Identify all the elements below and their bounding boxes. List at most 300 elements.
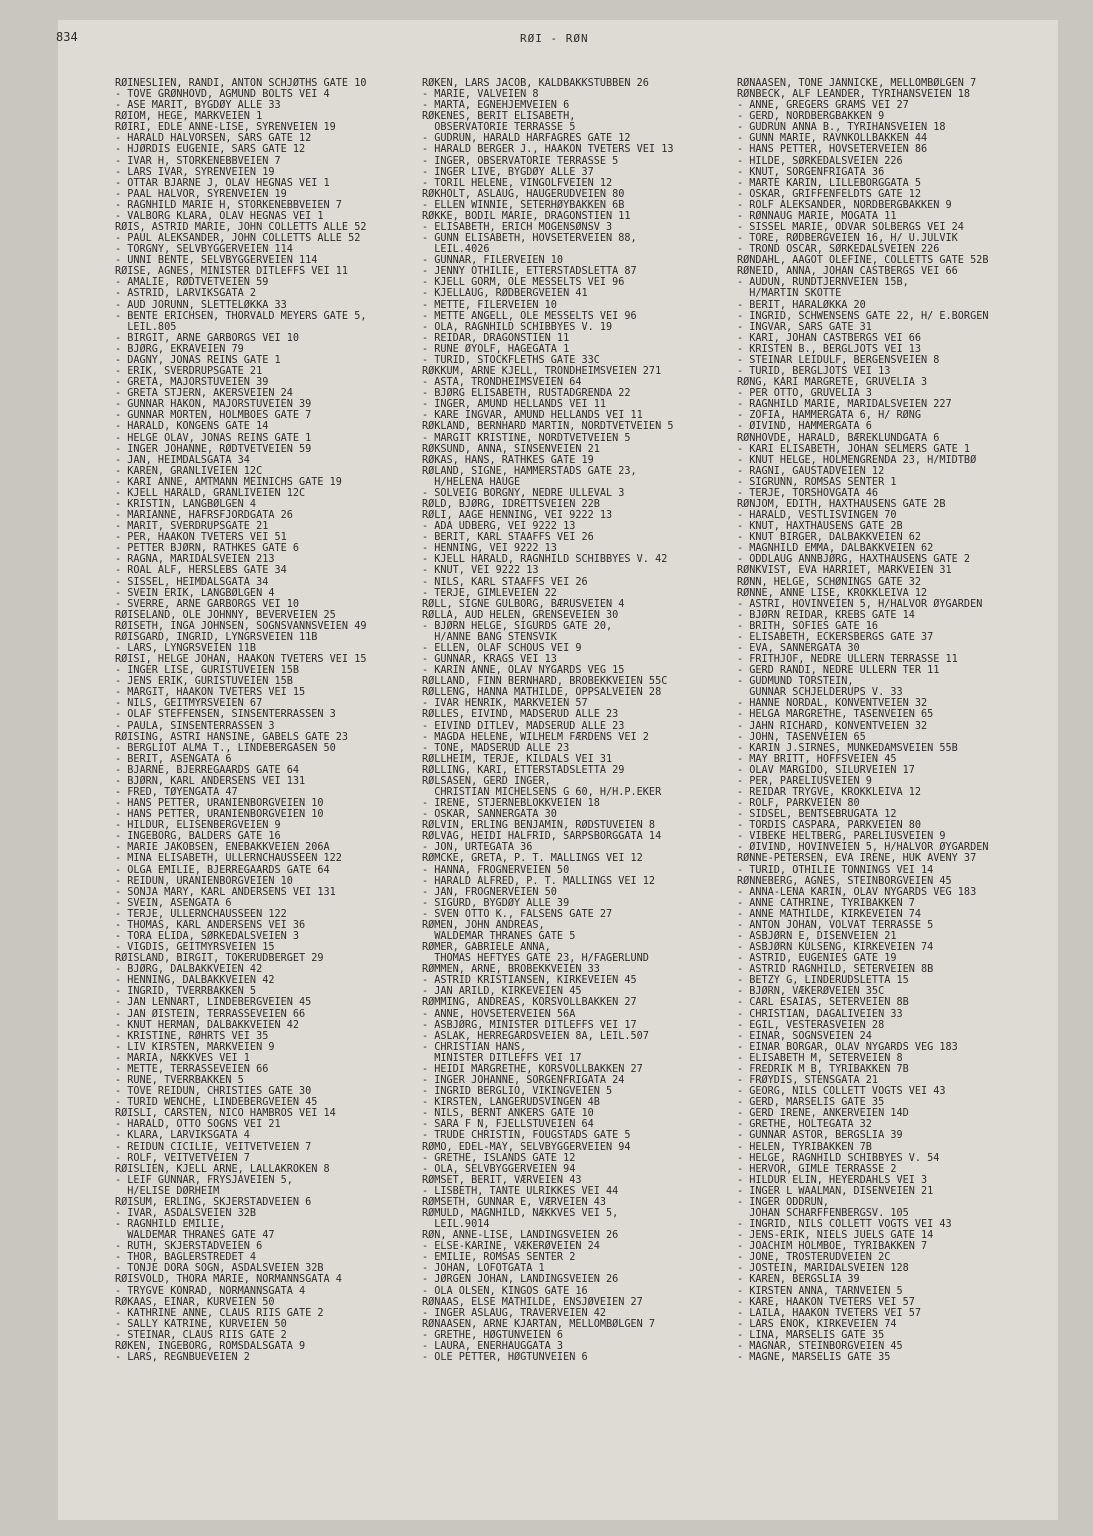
directory-entry: - OLA, RAGNHILD SCHIBBYES V. 19 [422, 321, 613, 333]
directory-entry: RØLLING, KARI, ETTERSTADSLETTA 29 [422, 764, 625, 776]
directory-entry: - ANNE CATHRINE, TYRIBAKKEN 7 [737, 897, 915, 909]
directory-entry: - NILS, KARL STAAFFS VEI 26 [422, 576, 588, 588]
directory-entry: - KATHRINE ANNE, CLAUS RIIS GATE 2 [115, 1307, 324, 1319]
directory-entry: - TRYGVE KONRAD, NORMANNSGATA 4 [115, 1285, 306, 1297]
directory-entry: - REIDUN CICILIE, VEITVETVEIEN 7 [115, 1141, 312, 1153]
directory-entry: - LAURA, ENERHAUGGATA 3 [422, 1340, 564, 1352]
directory-entry: - ODDLAUG ANNBJØRG, HAXTHAUSENS GATE 2 [737, 554, 971, 566]
directory-entry: - BERGLIOT ALMA T., LINDEBERGÅSEN 50 [115, 742, 336, 754]
directory-entry: - OLA, SELVBYGGERVEIEN 94 [422, 1163, 576, 1175]
directory-entry: - BIRGIT, ARNE GARBORGS VEI 10 [115, 332, 300, 344]
directory-entry: - SARA F N, FJELLSTUVEIEN 64 [422, 1119, 594, 1131]
directory-entry: RØLVIN, ERLING BENJAMIN, RØDSTUVEIEN 8 [422, 820, 656, 832]
directory-entry: OBSERVATORIE TERRASSE 5 [422, 122, 576, 134]
directory-entry: - ASTRID KRISTIANSEN, KIRKEVEIEN 45 [422, 975, 637, 987]
directory-entry: LEIL.4026 [422, 244, 490, 256]
directory-entry: - TRUDE CHRISTIN, FOUGSTADS GATE 5 [422, 1130, 631, 1142]
directory-entry: - JENS ERIK, GURISTUVEIEN 15B [115, 676, 293, 688]
directory-entry: - MAGNHILD EMMA, DALBAKKVEIEN 62 [737, 543, 934, 555]
directory-entry: - JAHN RICHARD, KONVENTVEIEN 32 [737, 720, 928, 732]
directory-entry: - KLARA, LARVIKSGATA 4 [115, 1130, 250, 1142]
directory-entry: - HANNA, FROGNERVEIEN 50 [422, 864, 570, 876]
directory-entry: - INGER L WAALMAN, DISENVEIEN 21 [737, 1185, 934, 1197]
directory-entry: - ZOFIA, HAMMERGATA 6, H/ RØNG [737, 410, 922, 422]
directory-entry: - RAGNHILD EMILIE, [115, 1219, 226, 1231]
directory-column-3 [737, 78, 1042, 1363]
directory-entry: - MARTE KARIN, LILLEBORGGATA 5 [737, 177, 922, 189]
directory-entry: - ASBJØRG, MINISTER DITLEFFS VEI 17 [422, 1019, 637, 1031]
directory-entry: - REIDAR, DRAGONSTIEN 11 [422, 332, 570, 344]
directory-entry: RØKSUND, ANNA, SINSENVEIEN 21 [422, 443, 600, 455]
directory-entry: - SONJA MARY, KARL ANDERSENS VEI 131 [115, 886, 336, 898]
directory-entry: - STEINAR, CLAUS RIIS GATE 2 [115, 1329, 287, 1341]
directory-entry: - ÅSE MARIT, BYGDØY ALLE 33 [115, 100, 281, 112]
directory-entry: - GRETHE, HØGTUNVEIEN 6 [422, 1329, 564, 1341]
directory-entry: - JAN ØISTEIN, TERRASSEVEIEN 66 [115, 1008, 306, 1020]
directory-entry: - FRØYDIS, STENSGATA 21 [737, 1075, 879, 1087]
directory-entry: - GRETHE, HOLTEGATA 32 [737, 1119, 872, 1131]
directory-entry: - GERD RANDI, NEDRE ULLERN TER 11 [737, 665, 940, 677]
directory-entry: - SVERRE, ARNE GARBORGS VEI 10 [115, 598, 300, 610]
directory-entry: RØMULD, MAGNHILD, NÆKKVES VEI 5, [422, 1207, 619, 1219]
directory-entry: - ADA UDBERG, VEI 9222 13 [422, 521, 576, 533]
directory-entry: RØNN, HELGE, SCHØNINGS GATE 32 [737, 576, 922, 588]
directory-entry: - BJARNE, BJERREGAARDS GATE 64 [115, 764, 300, 776]
directory-entry: - OLE PETTER, HØGTUNVEIEN 6 [422, 1351, 588, 1363]
directory-entry: RØKKUM, ARNE KJELL, TRONDHEIMSVEIEN 271 [422, 366, 662, 378]
directory-entry: - INGER ODDRUN, [737, 1196, 830, 1208]
directory-entry: - KNUT HERMAN, DALBAKKVEIEN 42 [115, 1019, 300, 1031]
directory-entry: - ANNE, GREGERS GRAMS VEI 27 [737, 100, 909, 112]
directory-entry: - JENS-ERIK, NIELS JUELS GATE 14 [737, 1230, 934, 1242]
directory-entry: - ASLAK, HERREGÅRDSVEIEN 8A, LEIL.507 [422, 1030, 649, 1042]
directory-entry: - METTE, FILERVEIEN 10 [422, 299, 557, 311]
directory-entry: RØLSÅSEN, GERD INGER, [422, 775, 551, 787]
directory-entry: - MARIE JAKOBSEN, ENEBAKKVEIEN 206A [115, 842, 330, 854]
directory-entry: - SALLY KATRINE, KURVEIEN 50 [115, 1318, 287, 1330]
directory-entry: - SIDSEL, BENTSEBRUGATA 12 [737, 809, 897, 821]
directory-entry: - ØIVIND, HOVINVEIEN 5, H/HALVOR ØYGARDEN [737, 842, 989, 854]
directory-entry: RØLVÅG, HEIDI HALFRID, SARPSBORGGATA 14 [422, 831, 662, 843]
directory-entry: - MAGDA HELENE, WILHELM FÆRDENS VEI 2 [422, 731, 649, 743]
directory-entry: - HARALD, KONGENS GATE 14 [115, 421, 269, 433]
directory-entry: - GUNNAR HÅKON, MAJORSTUVEIEN 39 [115, 399, 312, 411]
directory-entry: - INGRID, TVERRBAKKEN 5 [115, 986, 257, 998]
directory-entry: - HILDUR, ELISENBERGVEIEN 9 [115, 820, 281, 832]
directory-entry: - KÅRE, HAAKON TVETERS VEI 57 [737, 1296, 915, 1308]
directory-entry: - GUNNAR ASTOR, BERGSLIA 39 [737, 1130, 903, 1142]
directory-entry: RØLLES, EIVIND, MADSERUD ALLE 23 [422, 709, 619, 721]
directory-entry: - KARI ANNE, AMTMANN MEINICHS GATE 19 [115, 476, 342, 488]
directory-entry: - JOHAN, LOFOTGATA 1 [422, 1263, 545, 1275]
directory-entry: - RUNE, TVERRBAKKEN 5 [115, 1075, 244, 1087]
directory-entry: - MAY BRITT, HOFFSVEIEN 45 [737, 753, 897, 765]
directory-entry: - REIDAR TRYGVE, KROKKLEIVA 12 [737, 787, 922, 798]
directory-entry: RØNAAS, ELSE MATHILDE, ENSJØVEIEN 27 [422, 1296, 643, 1308]
directory-entry: RØNAASEN, ARNE KJARTAN, MELLOMBØLGEN 7 [422, 1318, 656, 1330]
directory-entry: - TORE, RØDBERGVEIEN 16, H/ U.JULVIK [737, 233, 958, 245]
directory-entry: RØNKVIST, EVA HARRIET, MARKVEIEN 31 [737, 565, 952, 577]
directory-entry: - HANS PETTER, HOVSETERVEIEN 86 [737, 144, 928, 156]
directory-entry: RØLLAND, FINN BERNHARD, BROBEKKVEIEN 55C [422, 676, 668, 688]
page-number: 834 [56, 30, 78, 44]
directory-entry: - KIRSTEN, LANGERUDSVINGEN 4B [422, 1097, 600, 1109]
directory-entry: - TORA ELIDA, SØRKEDALSVEIEN 3 [115, 931, 300, 943]
directory-entry: - SIGURD, BYGDØY ALLE 39 [422, 897, 570, 909]
directory-entry: - PER, HAAKON TVETERS VEI 51 [115, 532, 287, 544]
directory-entry: - EIVIND DITLEV, MADSERUD ALLE 23 [422, 720, 625, 732]
directory-entry: - JAN, FROGNERVEIEN 50 [422, 886, 557, 898]
directory-entry: - LARS, LYNGRSVEIEN 11B [115, 642, 257, 654]
directory-entry: - TOVE REIDUN, CHRISTIES GATE 30 [115, 1086, 312, 1098]
directory-entry: - MARGIT KRISTINE, NORDTVETVEIEN 5 [422, 432, 631, 444]
directory-entry: - SVEIN, ÅSENGATA 6 [115, 897, 232, 909]
directory-entry: RØNAASEN, TONE JANNICKE, MELLOMBØLGEN 7 [737, 78, 977, 89]
directory-entry: - HANS PETTER, URANIENBORGVEIEN 10 [115, 798, 324, 810]
directory-entry: - ASBJØRN KULSENG, KIRKEVEIEN 74 [737, 942, 934, 954]
directory-entry: - DAGNY, JONAS REINS GATE 1 [115, 354, 281, 366]
directory-entry: - VIGDIS, GEITMYRSVEIEN 15 [115, 942, 275, 954]
directory-entry: H/HELENA HAUGE [422, 476, 521, 488]
directory-entry: - IRENE, STJERNEBLOKKVEIEN 18 [422, 798, 600, 810]
directory-entry: - ERIK, SVERDRUPSGATE 21 [115, 366, 263, 378]
directory-entry: - GUNNAR, KRAGS VEI 13 [422, 654, 557, 666]
directory-entry: - TOVE GRØNHOVD, AGMUND BOLTS VEI 4 [115, 89, 330, 101]
directory-entry: - JOSTEIN, MARIDALSVEIEN 128 [737, 1263, 909, 1275]
directory-entry: - INGER, AMUND HELLANDS VEI 11 [422, 399, 607, 411]
directory-entry: - PER, PARELIUSVEIEN 9 [737, 775, 872, 787]
directory-entry: RØNEID, ANNA, JOHAN CASTBERGS VEI 66 [737, 266, 958, 278]
directory-entry: RØKKE, BODIL MARIE, DRAGONSTIEN 11 [422, 210, 631, 222]
directory-entry: - ROAL ALF, HERSLEBS GATE 34 [115, 565, 287, 577]
directory-entry: - HELGE OLAV, JONAS REINS GATE 1 [115, 432, 312, 444]
directory-entry: - REIDUN, URANIENBORGVEIEN 10 [115, 875, 293, 887]
directory-entry: - GERD, MARSELIS GATE 35 [737, 1097, 885, 1109]
directory-entry: - AUDUN, RUNDTJERNVEIEN 15B, [737, 277, 909, 289]
directory-entry: - KJELLAUG, RØDBERGVEIEN 41 [422, 288, 588, 300]
directory-entry: - ØIVIND, HAMMERGATA 6 [737, 421, 872, 433]
directory-entry: - NILS, BERNT ANKERS GATE 10 [422, 1108, 594, 1120]
directory-entry: RØNG, KARI MARGRETE, GRUVELIA 3 [737, 377, 928, 389]
directory-entry: - JOHN, TÅSENVEIEN 65 [737, 731, 866, 743]
directory-entry: - GUDMUND TORSTEIN, [737, 676, 854, 688]
directory-entry: RØKEN, LARS JACOB, KALDBAKKSTUBBEN 26 [422, 78, 649, 89]
directory-entry: RØMEN, JOHN ANDREAS, [422, 919, 545, 931]
directory-entry: - KARIN J.SIRNES, MUNKEDAMSVEIEN 55B [737, 742, 958, 754]
directory-entry: - BENTE ERICHSEN, THORVALD MEYERS GATE 5, [115, 310, 367, 322]
directory-entry: - TROND OSCAR, SØRKEDALSVEIEN 226 [737, 244, 940, 256]
directory-entry: - SIGRUNN, ROMSÅS SENTER 1 [737, 476, 897, 488]
directory-entry: - EGIL, VESTERÅSVEIEN 28 [737, 1019, 885, 1031]
directory-entry: - THOMAS, KARL ANDERSENS VEI 36 [115, 919, 306, 931]
directory-entry: - OSKAR, GRIFFENFELDTS GATE 12 [737, 188, 922, 200]
directory-entry: H/ANNE BANG STENSVIK [422, 631, 557, 643]
directory-entry: - HENNING, VEI 9222 13 [422, 543, 557, 555]
directory-entry: RØLD, BJØRG, IDRETTSVEIEN 22B [422, 498, 600, 510]
directory-entry: - ELLEN WINNIE, SETERHØYBAKKEN 6B [422, 199, 625, 211]
directory-entry: - ELISABETH, ERICH MOGENSØNSV 3 [422, 222, 613, 234]
directory-entry: - TERJE, ULLERNCHAUSSEEN 122 [115, 908, 287, 920]
directory-entry: RØKAAS, EINAR, KURVEIEN 50 [115, 1296, 275, 1308]
directory-entry: - EVA, SANNERGATA 30 [737, 642, 860, 654]
directory-entry: - TURID WENCHE, LINDEBERGVEIEN 45 [115, 1097, 318, 1109]
directory-entry: - KARI ELISABETH, JOHAN SELMERS GATE 1 [737, 443, 971, 455]
directory-entry: RØLL, SIGNE GULBORG, BÆRUSVEIEN 4 [422, 598, 625, 610]
directory-entry: - SOLVEIG BORGNY, NEDRE ULLEVÅL 3 [422, 487, 625, 499]
directory-entry: - SISSEL, HEIMDALSGATA 34 [115, 576, 269, 588]
directory-entry: - HELGE, RAGNHILD SCHIBBYES V. 54 [737, 1152, 940, 1164]
directory-entry: RØISETH, INGA JOHNSEN, SOGNSVANNSVEIEN 49 [115, 620, 367, 632]
directory-entry: - INGRID, SCHWENSENS GATE 22, H/ E.BORGEN [737, 310, 989, 322]
directory-entry: - KAREN, GRANLIVEIEN 12C [115, 465, 263, 477]
directory-entry: - VIBEKE HELTBERG, PARELIUSVEIEN 9 [737, 831, 946, 843]
directory-entry: - IVAR, ÅSDALSVEIEN 32B [115, 1207, 257, 1219]
directory-entry: - RAGNI, GAUSTADVEIEN 12 [737, 465, 885, 477]
directory-entry: - ELSE-KARINE, VÆKERØVEIEN 24 [422, 1241, 600, 1253]
directory-entry: - PAUL ALEKSANDER, JOHN COLLETTS ALLE 52 [115, 233, 361, 245]
directory-entry: - BJØRN, KARL ANDERSENS VEI 131 [115, 775, 306, 787]
directory-entry: - RØNNAUG MARIE, MOGATA 11 [737, 210, 897, 222]
directory-entry: - MINA ELISABETH, ULLERNCHAUSSEEN 122 [115, 853, 342, 865]
directory-entry: - RAGNA, MARIDALSVEIEN 213 [115, 554, 275, 566]
directory-entry: - IVAR HENRIK, MARKVEIEN 57 [422, 698, 588, 710]
directory-entry: - OLA OLSEN, KINGOS GATE 16 [422, 1285, 588, 1297]
directory-entry: LEIL.805 [115, 321, 177, 333]
directory-entry: - LEIF GUNNAR, FRYSJAVEIEN 5, [115, 1174, 293, 1186]
directory-entry: - EMILIE, ROMSÅS SENTER 2 [422, 1252, 576, 1264]
directory-entry: - KJELL GORM, OLE MESSELTS VEI 96 [422, 277, 625, 289]
directory-entry: - ASTRID, LARVIKSGATA 2 [115, 288, 257, 300]
directory-entry: - KARIN ANNE, OLAV NYGARDS VEG 15 [422, 665, 625, 677]
directory-entry: - IVAR H, STORKENEBBVEIEN 7 [115, 155, 281, 167]
directory-entry: - TONE, MADSERUD ALLE 23 [422, 742, 570, 754]
directory-entry: - JONE, TROSTERUDVEIEN 2C [737, 1252, 891, 1264]
directory-entry: CHRISTIAN MICHELSENS G 60, H/H.P.EKER [422, 787, 662, 798]
directory-entry: WALDEMAR THRANES GATE 5 [422, 931, 576, 943]
directory-entry: JOHAN SCHARFFENBERGSV. 105 [737, 1207, 909, 1219]
directory-entry: - MAGNE, MARSELIS GATE 35 [737, 1351, 891, 1363]
directory-entry: - STEINAR LEIDULF, BERGENSVEIEN 8 [737, 354, 940, 366]
directory-entry: - HELEN, TYRIBAKKEN 7B [737, 1141, 872, 1153]
directory-entry: - FRITHJOF, NEDRE ULLERN TERRASSE 11 [737, 654, 958, 666]
directory-entry: - HARALD, VESTLISVINGEN 70 [737, 510, 897, 522]
directory-entry: - INGVAR, SARS GATE 31 [737, 321, 872, 333]
directory-entry: - CHRISTIAN HANS, [422, 1041, 527, 1053]
directory-entry: - GUNNAR MORTEN, HOLMBOES GATE 7 [115, 410, 312, 422]
directory-entry: - HERVOR, GIMLE TERRASSE 2 [737, 1163, 897, 1175]
directory-entry: - ASBJØRN E, DISENVEIEN 21 [737, 931, 897, 943]
directory-entry: RØISELAND, OLE JOHNNY, BEVERVEIEN 25 [115, 609, 336, 621]
directory-entry: - MARIANNE, HAFRSFJORDGATA 26 [115, 510, 293, 522]
directory-column-2 [422, 78, 727, 1363]
directory-entry: - ANNE, HOVSETERVEIEN 56A [422, 1008, 576, 1020]
directory-entry: RØMSET, BERIT, VÆRVEIEN 43 [422, 1174, 582, 1186]
directory-entry: - PER OTTO, GRUVELIA 3 [737, 388, 872, 400]
directory-entry: - KAREN, BERGSLIA 39 [737, 1274, 860, 1286]
directory-entry: - ASTA, TRONDHEIMSVEIEN 64 [422, 377, 582, 389]
directory-entry: - HILDUR ELIN, HEYERDAHLS VEI 3 [737, 1174, 928, 1186]
directory-entry: - EINAR, SOGNSVEIEN 24 [737, 1030, 872, 1042]
directory-entry: - HANNE NORDAL, KONVENTVEIEN 32 [737, 698, 928, 710]
directory-entry: - MARIA, NÆKKVES VEI 1 [115, 1052, 250, 1064]
directory-entry: - BJØRG, DALBAKKVEIEN 42 [115, 964, 263, 976]
directory-entry: RØKÅS, HANS, RATHKES GATE 19 [422, 454, 594, 466]
directory-column-1 [115, 78, 415, 1363]
directory-entry: - ANNE MATHILDE, KIRKEVEIEN 74 [737, 908, 922, 920]
directory-entry: - TORDIS CASPARA, PARKVEIEN 80 [737, 820, 922, 832]
directory-entry: - ANTON JOHAN, VOLVAT TERRASSE 5 [737, 919, 934, 931]
directory-entry: - JAN ARILD, KIRKEVEIEN 45 [422, 986, 582, 998]
directory-entry: H/ELISE DØRHEIM [115, 1185, 220, 1197]
directory-entry: - RAGNHILD MARIE, MARIDALSVEIEN 227 [737, 399, 952, 411]
directory-entry: - LIV KIRSTEN, MARKVEIEN 9 [115, 1041, 275, 1053]
directory-entry: - GRETHE, ISLANDS GATE 12 [422, 1152, 576, 1164]
directory-entry: - KÅRE INGVAR, AMUND HELLANDS VEI 11 [422, 410, 643, 422]
directory-entry: - GUNN MARIE, RAVNKOLLBAKKEN 44 [737, 133, 928, 145]
directory-entry: - BETZY G, LINDERUDSLETTA 15 [737, 975, 909, 987]
directory-entry: - ROLF, PARKVEIEN 80 [737, 798, 860, 810]
directory-entry: - ASTRI, HOVINVEIEN 5, H/HALVOR ØYGARDEN [737, 598, 983, 610]
directory-entry: - NILS, GEITMYRSVEIEN 67 [115, 698, 263, 710]
directory-entry: - JØRGEN JOHAN, LANDINGSVEIEN 26 [422, 1274, 619, 1286]
directory-entry: RØISLI, CARSTEN, NICO HAMBROS VEI 14 [115, 1108, 336, 1120]
directory-entry: RØNNE, ANNE LISE, KROKKLEIVA 12 [737, 587, 928, 599]
directory-entry: - KNUT, SORGENFRIGATA 36 [737, 166, 885, 178]
directory-entry: RØISLIEN, KJELL ARNE, LALLAKROKEN 8 [115, 1163, 330, 1175]
directory-entry: - EINAR BORGAR, OLAV NYGARDS VEG 183 [737, 1041, 958, 1053]
directory-entry: RØISVOLD, THORA MARIE, NORMANNSGATA 4 [115, 1274, 342, 1286]
directory-entry: RØKLAND, BERNHARD MARTIN, NORDTVETVEIEN 5 [422, 421, 674, 433]
directory-entry: - HEIDI MARGRETHE, KORSVOLLBAKKEN 27 [422, 1063, 643, 1075]
directory-entry: - BJØRN, VÆKERØVEIEN 35C [737, 986, 885, 998]
directory-entry: - HARALD ALFRED, P. T. MALLINGS VEI 12 [422, 875, 656, 887]
directory-entry: - INGER, OBSERVATORIE TERRASSE 5 [422, 155, 619, 167]
directory-entry: - BJØRN REIDAR, KREBS GATE 14 [737, 609, 915, 621]
directory-entry: MINISTER DITLEFFS VEI 17 [422, 1052, 582, 1064]
directory-entry: RØLLA, AUD HELEN, GRENSEVEIEN 30 [422, 609, 619, 621]
directory-entry: - INGER JOHANNE, SORGENFRIGATA 24 [422, 1075, 625, 1087]
directory-entry: - ANNA-LENA KARIN, OLAV NYGARDS VEG 183 [737, 886, 977, 898]
directory-entry: - AMALIE, RØDTVETVEIEN 59 [115, 277, 269, 289]
directory-entry: WALDEMAR THRANES GATE 47 [115, 1230, 275, 1242]
directory-entry: - TERJE, GIMLEVEIEN 22 [422, 587, 557, 599]
directory-entry: - KJELL HARALD, GRANLIVEIEN 12C [115, 487, 306, 499]
directory-entry: - KNUT, HAXTHAUSENS GATE 2B [737, 521, 903, 533]
directory-entry: - MARIT, SVERDRUPSGATE 21 [115, 521, 269, 533]
directory-entry: - JON, URTEGATA 36 [422, 842, 533, 854]
directory-entry: RØMMEN, ARNE, BROBEKKVEIEN 33 [422, 964, 600, 976]
directory-entry: - INGRID, NILS COLLETT VOGTS VEI 43 [737, 1219, 952, 1231]
directory-entry: - KARI, JOHAN CASTBERGS VEI 66 [737, 332, 922, 344]
directory-entry: - KRISTINE, RØHRTS VEI 35 [115, 1030, 269, 1042]
directory-entry: - GUDRUN ANNA B., TYRIHANSVEIEN 18 [737, 122, 946, 134]
directory-entry: - TONJE DORA SOGN, ÅSDALSVEIEN 32B [115, 1263, 324, 1275]
directory-entry: - GUDRUN, HARALD HÅRFAGRES GATE 12 [422, 133, 631, 145]
directory-entry: - HELGA MARGRETHE, TÅSENVEIEN 65 [737, 709, 934, 721]
directory-entry: RØLLHEIM, TERJE, KILDALS VEI 31 [422, 753, 613, 765]
directory-entry: - MAGNAR, STEINBORGVEIEN 45 [737, 1340, 903, 1352]
directory-entry: H/MARTIN SKOTTE [737, 288, 842, 300]
directory-entry: RØLAND, SIGNE, HAMMERSTADS GATE 23, [422, 465, 637, 477]
directory-entry: - ELISABETH M, SETERVEIEN 8 [737, 1052, 903, 1064]
directory-entry: - JENNY OTHILIE, ETTERSTADSLETTA 87 [422, 266, 637, 278]
directory-entry: RØMMING, ANDREAS, KORSVOLLBAKKEN 27 [422, 997, 637, 1009]
directory-entry: - HILDE, SØRKEDALSVEIEN 226 [737, 155, 903, 167]
directory-entry: - CARL ESAIAS, SETERVEIEN 8B [737, 997, 909, 1009]
directory-entry: RØNNE-PETERSEN, EVA IRENE, HUK AVENY 37 [737, 853, 977, 865]
directory-entry: LEIL.9014 [422, 1219, 490, 1231]
directory-entry: - ROLF ALEKSANDER, NORDBERGBAKKEN 9 [737, 199, 952, 211]
directory-entry: - INGER ASLAUG, TRAVERVEIEN 42 [422, 1307, 607, 1319]
directory-entry: RØNNEBERG, AGNES, STEINBORGVEIEN 45 [737, 875, 952, 887]
directory-entry: - BJØRG ELISABETH, RUSTADGRENDA 22 [422, 388, 631, 400]
directory-entry: - BJØRN HELGE, SIGURDS GATE 20, [422, 620, 613, 632]
directory-entry: - CHRISTIAN, DAGALIVEIEN 33 [737, 1008, 903, 1020]
directory-entry: - GERD, NORDBERGBAKKEN 9 [737, 111, 885, 123]
directory-entry: - BJØRG, EKRAVEIEN 79 [115, 343, 244, 355]
directory-entry: - THOR, BAGLERSTREDET 4 [115, 1252, 257, 1264]
page-header: RØI - RØN [520, 32, 589, 45]
directory-entry: - BERIT, HARALØKKA 20 [737, 299, 866, 311]
directory-entry: - HARALD HALVORSEN, SARS GATE 12 [115, 133, 312, 145]
directory-entry: - TORIL HELENE, VINGOLFVEIEN 12 [422, 177, 613, 189]
directory-entry: - KIRSTEN ANNA, TÅRNVEIEN 5 [737, 1285, 903, 1297]
directory-entry: - LARS ENOK, KIRKEVEIEN 74 [737, 1318, 897, 1330]
directory-entry: - LARS IVAR, SYRENVEIEN 19 [115, 166, 275, 178]
directory-entry: RØNDAHL, AAGOT OLEFINE, COLLETTS GATE 52B [737, 255, 989, 267]
directory-entry: THOMAS HEFTYES GATE 23, H/FAGERLUND [422, 953, 649, 965]
directory-entry: - ROLF, VEITVETVEIEN 7 [115, 1152, 250, 1164]
directory-entry: RØMCKE, GRETA, P. T. MALLINGS VEI 12 [422, 853, 643, 865]
directory-entry: - LAILA, HAAKON TVETERS VEI 57 [737, 1307, 922, 1319]
directory-entry: - JAN LENNART, LINDEBERGVEIEN 45 [115, 997, 312, 1009]
directory-entry: - ASTRID RAGNHILD, SETERVEIEN 8B [737, 964, 934, 976]
directory-entry: RØINESLIEN, RANDI, ANTON SCHJØTHS GATE 10 [115, 78, 367, 89]
directory-entry: - PAAL HALVOR, SYRENVEIEN 19 [115, 188, 287, 200]
directory-entry: - MARTA, EGNEHJEMVEIEN 6 [422, 100, 570, 112]
directory-entry: - INGEBORG, BALDERS GATE 16 [115, 831, 281, 843]
directory-entry: - VALBORG KLARA, OLAV HEGNAS VEI 1 [115, 210, 324, 222]
directory-entry: - AUD JORUNN, SLETTELØKKA 33 [115, 299, 287, 311]
directory-entry: RØISING, ASTRI HANSINE, GABELS GATE 23 [115, 731, 349, 743]
directory-entry: RØLLENG, HANNA MATHILDE, OPPSALVEIEN 28 [422, 687, 662, 699]
directory-entry: RØKEN, INGEBORG, ROMSDALSGATA 9 [115, 1340, 306, 1352]
directory-entry: - HJØRDIS EUGENIE, SARS GATE 12 [115, 144, 306, 156]
directory-entry: RØNBECK, ALF LEANDER, TYRIHANSVEIEN 18 [737, 89, 971, 101]
directory-entry: RØKENES, BERIT ELISABETH, [422, 111, 576, 123]
directory-entry: - OSKAR, SANNERGATA 30 [422, 809, 557, 821]
directory-entry: - KRISTIN, LANGBØLGEN 4 [115, 498, 257, 510]
directory-entry: - JOACHIM HOLMBOE, TYRIBAKKEN 7 [737, 1241, 928, 1253]
directory-entry: - ELLEN, OLAF SCHOUS VEI 9 [422, 642, 582, 654]
directory-entry: RØISI, HELGE JOHAN, HAAKON TVETERS VEI 15 [115, 654, 367, 666]
directory-entry: RØNJOM, EDITH, HAXTHAUSENS GATE 2B [737, 498, 946, 510]
directory-entry: - HANS PETTER, URANIENBORGVEIEN 10 [115, 809, 324, 821]
directory-entry: - JAN, HEIMDALSGATA 34 [115, 454, 250, 466]
directory-entry: RØLI, AAGE HENNING, VEI 9222 13 [422, 510, 613, 522]
directory-entry: - SVEN OTTO K., FALSENS GATE 27 [422, 908, 613, 920]
directory-entry: - ASTRID, EUGENIES GATE 19 [737, 953, 897, 965]
directory-entry: - MARGIT, HAAKON TVETERS VEI 15 [115, 687, 306, 699]
directory-entry: - UNNI BENTE, SELVBYGGERVEIEN 114 [115, 255, 318, 267]
directory-entry: - PAULA, SINSENTERRASSEN 3 [115, 720, 275, 732]
directory-entry: - TURID, OTHILIE TONNINGS VEI 14 [737, 864, 934, 876]
directory-entry: - OLAF STEFFENSEN, SINSENTERRASSEN 3 [115, 709, 336, 721]
directory-entry: RØISLAND, BIRGIT, TOKERUDBERGET 29 [115, 953, 324, 965]
directory-entry: RØN, ANNE-LISE, LANDINGSVEIEN 26 [422, 1230, 619, 1242]
directory-entry: - SVEIN ERIK, LANGBØLGEN 4 [115, 587, 275, 599]
directory-entry: - TURID, STOCKFLETHS GATE 33C [422, 354, 600, 366]
